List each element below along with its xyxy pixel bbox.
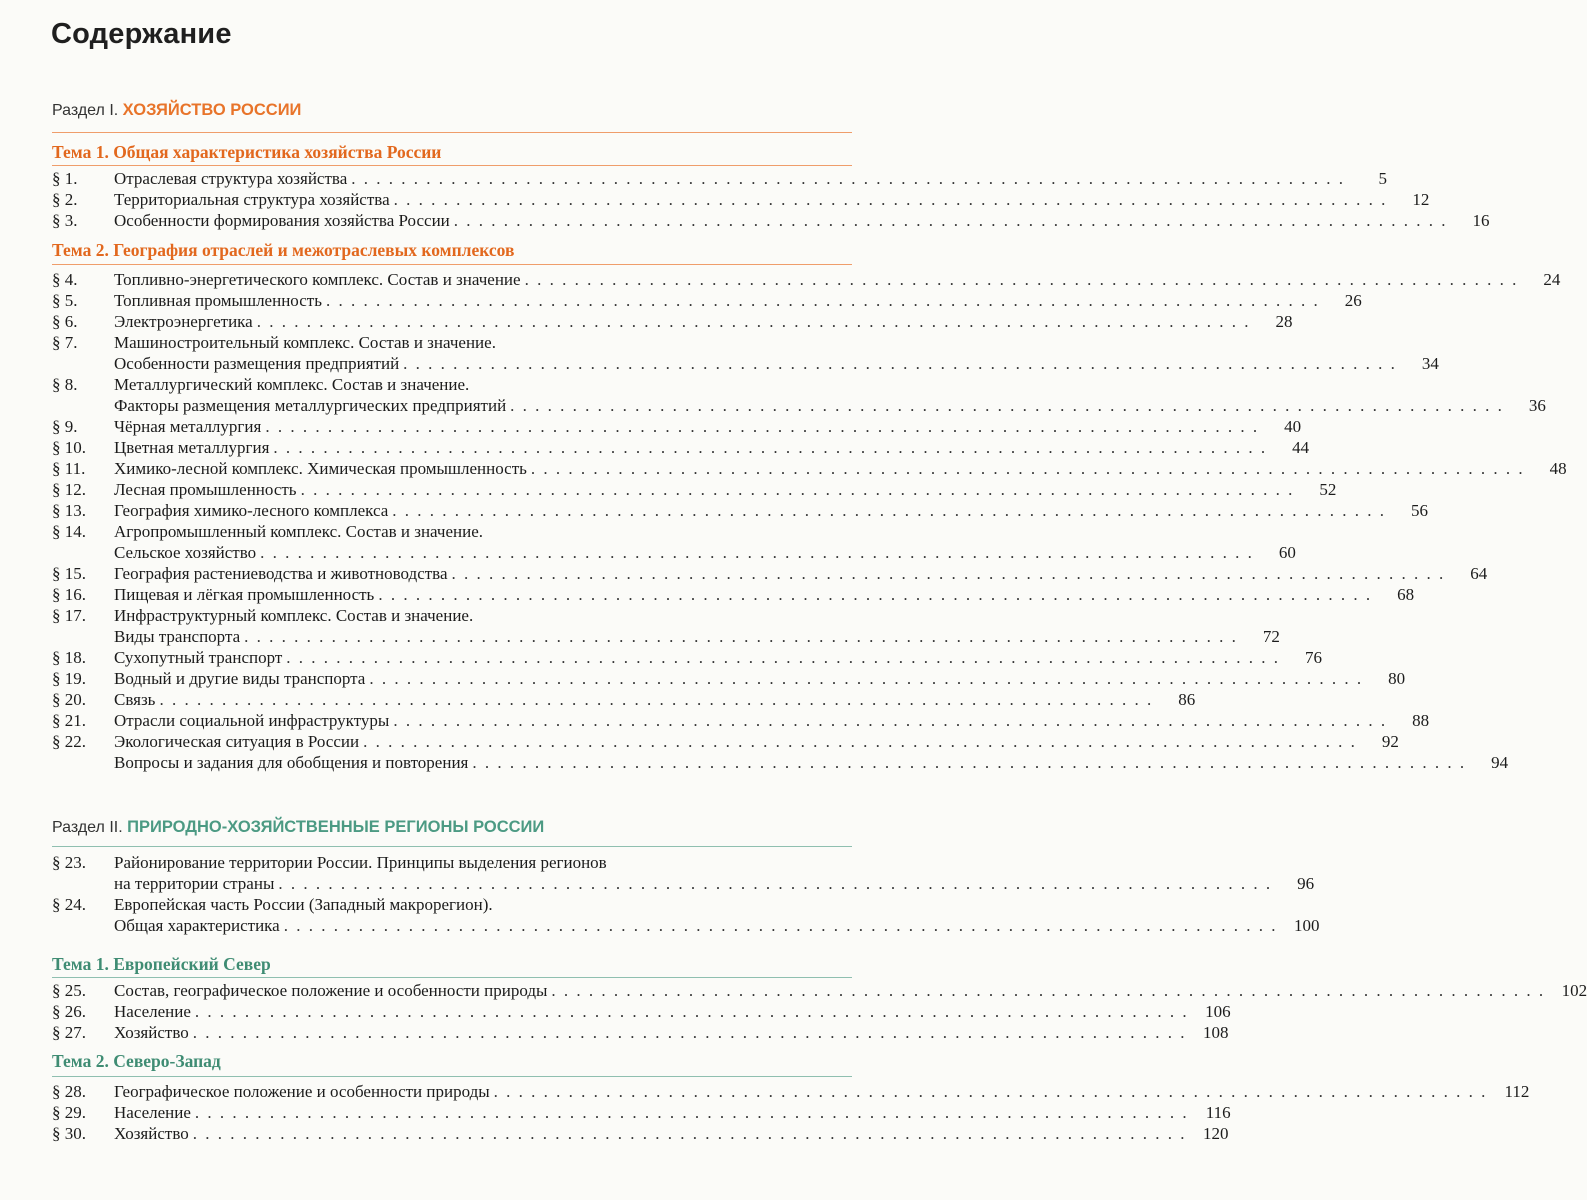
toc-entry[interactable] <box>52 458 1567 479</box>
dot-leader: . . . . . . . . . . . . . . . . . . . . . . . . . . . . . . . . . . . . . . . . . . . . . . . . . . . . . . . . . . . . . . . . . . . . . . . . . . . . . . . . <box>472 753 1467 772</box>
toc-entry[interactable] <box>52 416 1302 437</box>
paragraph-number: § 1. <box>52 169 78 188</box>
dot-leader: . . . . . . . . . . . . . . . . . . . . . . . . . . . . . . . . . . . . . . . . . . . . . . . . . . . . . . . . . . . . . . . . . . . . . . . . . . . . . . . . <box>283 916 1278 935</box>
entry-title: Хозяйство <box>114 1124 189 1143</box>
toc-entry[interactable] <box>52 374 1546 416</box>
entry-title: Территориальная структура хозяйства <box>114 190 390 209</box>
entry-title: Цветная металлургия <box>114 438 270 457</box>
page-number: 116 <box>1205 1103 1231 1122</box>
paragraph-number: § 22. <box>52 732 86 751</box>
page-number: 94 <box>1491 753 1509 772</box>
page-number: 68 <box>1397 585 1415 604</box>
dot-leader: . . . . . . . . . . . . . . . . . . . . . . . . . . . . . . . . . . . . . . . . . . . . . . . . . . . . . . . . . . . . . . . . . . . . . . . . . . . . . . . . <box>524 270 1519 289</box>
page-number: 60 <box>1278 543 1296 562</box>
dot-leader: . . . . . . . . . . . . . . . . . . . . . . . . . . . . . . . . . . . . . . . . . . . . . . . . . . . . . . . . . . . . . . . . . . . . . . . . . . . . . . . . <box>260 543 1254 562</box>
dot-leader: . . . . . . . . . . . . . . . . . . . . . . . . . . . . . . . . . . . . . . . . . . . . . . . . . . . . . . . . . . . . . . . . . . . . . . . . . . . . . . . . <box>300 480 1295 499</box>
entry-line <box>114 1081 1530 1102</box>
dot-leader: . . . . . . . . . . . . . . . . . . . . . . . . . . . . . . . . . . . . . . . . . . . . . . . . . . . . . . . . . . . . . . . . . . . . . . . . . . . . . . . . <box>493 1082 1488 1101</box>
toc-entry[interactable] <box>52 1123 1229 1144</box>
paragraph-number: § 15. <box>52 564 86 583</box>
entry-line <box>114 168 1388 189</box>
topic-title: Тема 2. География отраслей и межотраслевых комплексов <box>52 240 515 260</box>
toc-entry[interactable] <box>52 210 1490 231</box>
toc-entry[interactable] <box>52 563 1488 584</box>
entry-line <box>114 626 1280 647</box>
entry-line <box>114 395 1546 416</box>
page-number: 34 <box>1421 354 1439 373</box>
dot-leader: . . . . . . . . . . . . . . . . . . . . . . . . . . . . . . . . . . . . . . . . . . . . . . . . . . . . . . . . . . . . . . . . . . . . . . . . . . . . . . . . <box>256 312 1251 331</box>
dot-leader: . . . . . . . . . . . . . . . . . . . . . . . . . . . . . . . . . . . . . . . . . . . . . . . . . . . . . . . . . . . . . . . . . . . . . . . . . . . . . . . . <box>286 648 1281 667</box>
paragraph-number: § 14. <box>52 522 86 541</box>
entry-line <box>114 894 852 915</box>
dot-leader: . . . . . . . . . . . . . . . . . . . . . . . . . . . . . . . . . . . . . . . . . . . . . . . . . . . . . . . . . . . . . . . . . . . . . . . . . . . . . . . . <box>393 190 1388 209</box>
page-number: 108 <box>1202 1023 1229 1042</box>
entry-title: Районирование территории России. Принципы выделения регионов <box>114 853 607 872</box>
page-number: 12 <box>1412 190 1430 209</box>
page-number: 48 <box>1549 459 1567 478</box>
entry-title: Топливно-энергетического комплекс. Состав и значение <box>114 270 521 289</box>
dot-leader: . . . . . . . . . . . . . . . . . . . . . . . . . . . . . . . . . . . . . . . . . . . . . . . . . . . . . . . . . . . . . . . . . . . . . . . . . . . . . . . . <box>403 354 1397 373</box>
entry-title: Состав, географическое положение и особенности природы <box>114 981 548 1000</box>
entry-line <box>114 374 852 395</box>
toc-entry[interactable] <box>52 332 1439 374</box>
page-number: 16 <box>1472 211 1490 230</box>
paragraph-number: § 16. <box>52 585 86 604</box>
entry-title: Особенности размещения предприятий <box>114 354 400 373</box>
paragraph-number: § 24. <box>52 895 86 914</box>
page-number: 44 <box>1292 438 1310 457</box>
entry-line <box>114 668 1406 689</box>
page-number: 96 <box>1297 874 1315 893</box>
toc-entry[interactable] <box>52 437 1310 458</box>
entry-title: Агропромышленный комплекс. Состав и значение. <box>114 522 484 541</box>
entry-line <box>114 584 1415 605</box>
entry-title: Особенности формирования хозяйства России <box>114 211 450 230</box>
entry-line <box>114 210 1490 231</box>
dot-leader: . . . . . . . . . . . . . . . . . . . . . . . . . . . . . . . . . . . . . . . . . . . . . . . . . . . . . . . . . . . . . . . . . . . . . . . . . . . . . . . . <box>351 169 1346 188</box>
dot-leader: . . . . . . . . . . . . . . . . . . . . . . . . . . . . . . . . . . . . . . . . . . . . . . . . . . . . . . . . . . . . . . . . . . . . . . . . . . . . . . . . <box>530 459 1525 478</box>
page-number: 120 <box>1202 1124 1229 1143</box>
page-number: 28 <box>1275 312 1293 331</box>
divider <box>52 165 852 166</box>
paragraph-number: § 3. <box>52 211 78 230</box>
entry-line <box>114 1022 1229 1043</box>
page-number: 88 <box>1412 711 1430 730</box>
entry-title: Европейская часть России (Западный макрорегион). <box>114 895 493 914</box>
entry-title: Отрасли социальной инфраструктуры <box>114 711 390 730</box>
toc-entry[interactable] <box>52 189 1430 210</box>
entry-line <box>114 479 1337 500</box>
dot-leader: . . . . . . . . . . . . . . . . . . . . . . . . . . . . . . . . . . . . . . . . . . . . . . . . . . . . . . . . . . . . . . . . . . . . . . . . . . . . . . . . <box>194 1002 1189 1021</box>
page-number: 24 <box>1543 270 1561 289</box>
paragraph-number: § 19. <box>52 669 86 688</box>
entry-line <box>114 542 1296 563</box>
topic-title: Тема 2. Северо-Запад <box>52 1051 221 1071</box>
entry-line <box>114 710 1430 731</box>
page-number: 72 <box>1262 627 1280 646</box>
entry-title: на территории страны <box>114 874 275 893</box>
paragraph-number: § 6. <box>52 312 78 331</box>
entry-line <box>114 563 1488 584</box>
section-prefix: Раздел I. <box>52 102 119 119</box>
entry-title: Отраслевая структура хозяйства <box>114 169 348 188</box>
divider <box>52 1076 852 1077</box>
toc-entry[interactable] <box>52 605 1280 647</box>
paragraph-number: § 18. <box>52 648 86 667</box>
dot-leader: . . . . . . . . . . . . . . . . . . . . . . . . . . . . . . . . . . . . . . . . . . . . . . . . . . . . . . . . . . . . . . . . . . . . . . . . . . . . . . . . <box>192 1124 1187 1143</box>
page-number: 100 <box>1293 916 1320 935</box>
dot-leader: . . . . . . . . . . . . . . . . . . . . . . . . . . . . . . . . . . . . . . . . . . . . . . . . . . . . . . . . . . . . . . . . . . . . . . . . . . . . . . . . <box>453 211 1448 230</box>
entry-title: Сельское хозяйство <box>114 543 257 562</box>
entry-title: Чёрная металлургия <box>114 417 262 436</box>
entry-title: Металлургический комплекс. Состав и значение. <box>114 375 470 394</box>
entry-title: Машиностроительный комплекс. Состав и значение. <box>114 333 496 352</box>
entry-title: Связь <box>114 690 156 709</box>
entry-line <box>114 605 852 626</box>
dot-leader: . . . . . . . . . . . . . . . . . . . . . . . . . . . . . . . . . . . . . . . . . . . . . . . . . . . . . . . . . . . . . . . . . . . . . . . . . . . . . . . . <box>273 438 1268 457</box>
entry-title: Виды транспорта <box>114 627 241 646</box>
dot-leader: . . . . . . . . . . . . . . . . . . . . . . . . . . . . . . . . . . . . . . . . . . . . . . . . . . . . . . . . . . . . . . . . . . . . . . . . . . . . . . . . <box>369 669 1364 688</box>
paragraph-number: § 21. <box>52 711 86 730</box>
page-number: 52 <box>1319 480 1337 499</box>
entry-line <box>114 873 1315 894</box>
topic-title: Тема 1. Общая характеристика хозяйства России <box>52 142 442 162</box>
paragraph-number: § 17. <box>52 606 86 625</box>
entry-title: Инфраструктурный комплекс. Состав и значение. <box>114 606 474 625</box>
section-heading-1 <box>52 101 301 120</box>
divider <box>52 846 852 847</box>
toc-entry[interactable] <box>52 894 1320 936</box>
entry-title: Топливная промышленность <box>114 291 322 310</box>
page-number: 102 <box>1561 981 1587 1000</box>
entry-line <box>114 500 1429 521</box>
toc-entry[interactable] <box>52 168 1388 189</box>
dot-leader: . . . . . . . . . . . . . . . . . . . . . . . . . . . . . . . . . . . . . . . . . . . . . . . . . . . . . . . . . . . . . . . . . . . . . . . . . . . . . . . . <box>159 690 1154 709</box>
entry-line <box>114 458 1567 479</box>
entry-title: Население <box>114 1002 191 1021</box>
entry-line <box>114 752 1509 773</box>
page-number: 92 <box>1381 732 1399 751</box>
dot-leader: . . . . . . . . . . . . . . . . . . . . . . . . . . . . . . . . . . . . . . . . . . . . . . . . . . . . . . . . . . . . . . . . . . . . . . . . . . . . . . . . <box>363 732 1357 751</box>
paragraph-number: § 28. <box>52 1082 86 1101</box>
page-number: 112 <box>1504 1082 1530 1101</box>
dot-leader: . . . . . . . . . . . . . . . . . . . . . . . . . . . . . . . . . . . . . . . . . . . . . . . . . . . . . . . . . . . . . . . . . . . . . . . . . . . . . . . . <box>244 627 1238 646</box>
toc-entry[interactable] <box>52 269 1561 290</box>
divider <box>52 977 852 978</box>
entry-line <box>114 269 1561 290</box>
page-number: 86 <box>1178 690 1196 709</box>
paragraph-number: § 26. <box>52 1002 86 1021</box>
paragraph-number: § 27. <box>52 1023 86 1042</box>
dot-leader: . . . . . . . . . . . . . . . . . . . . . . . . . . . . . . . . . . . . . . . . . . . . . . . . . . . . . . . . . . . . . . . . . . . . . . . . . . . . . . . . <box>551 981 1546 1000</box>
page-number: 106 <box>1205 1002 1231 1021</box>
divider <box>52 132 852 133</box>
toc-entry[interactable] <box>52 710 1430 731</box>
toc-entry[interactable] <box>52 980 1587 1001</box>
entry-title: Географическое положение и особенности природы <box>114 1082 490 1101</box>
paragraph-number: § 25. <box>52 981 86 1000</box>
toc-entry[interactable] <box>52 1001 1231 1022</box>
toc-entry[interactable] <box>52 731 1399 752</box>
section-name: ХОЗЯЙСТВО РОССИИ <box>122 101 302 119</box>
dot-leader: . . . . . . . . . . . . . . . . . . . . . . . . . . . . . . . . . . . . . . . . . . . . . . . . . . . . . . . . . . . . . . . . . . . . . . . . . . . . . . . . <box>192 1023 1187 1042</box>
entry-title: Экологическая ситуация в России <box>114 732 360 751</box>
toc-entry[interactable] <box>52 1102 1231 1123</box>
paragraph-number: § 30. <box>52 1124 86 1143</box>
entry-line <box>114 1123 1229 1144</box>
entry-title: Сухопутный транспорт <box>114 648 283 667</box>
entry-title: Общая характеристика <box>114 916 280 935</box>
page-number: 36 <box>1528 396 1546 415</box>
entry-title: Факторы размещения металлургических предприятий <box>114 396 507 415</box>
paragraph-number: § 11. <box>52 459 86 478</box>
paragraph-number: § 8. <box>52 375 78 394</box>
paragraph-number: § 29. <box>52 1103 86 1122</box>
entry-title: Хозяйство <box>114 1023 189 1042</box>
toc-entry[interactable] <box>52 752 1509 773</box>
page-number: 56 <box>1411 501 1429 520</box>
entry-line <box>114 416 1302 437</box>
dot-leader: . . . . . . . . . . . . . . . . . . . . . . . . . . . . . . . . . . . . . . . . . . . . . . . . . . . . . . . . . . . . . . . . . . . . . . . . . . . . . . . . <box>393 711 1388 730</box>
paragraph-number: § 5. <box>52 291 78 310</box>
paragraph-number: § 23. <box>52 853 86 872</box>
toc-entry[interactable] <box>52 521 1296 563</box>
toc-entry[interactable] <box>52 1022 1229 1043</box>
entry-line <box>114 731 1399 752</box>
dot-leader: . . . . . . . . . . . . . . . . . . . . . . . . . . . . . . . . . . . . . . . . . . . . . . . . . . . . . . . . . . . . . . . . . . . . . . . . . . . . . . . . <box>325 291 1320 310</box>
page-number: 5 <box>1378 169 1388 188</box>
page-number: 26 <box>1344 291 1362 310</box>
dot-leader: . . . . . . . . . . . . . . . . . . . . . . . . . . . . . . . . . . . . . . . . . . . . . . . . . . . . . . . . . . . . . . . . . . . . . . . . . . . . . . . . <box>278 874 1273 893</box>
page-number: 80 <box>1388 669 1406 688</box>
paragraph-number: § 20. <box>52 690 86 709</box>
entry-title: География химико-лесного комплекса <box>114 501 389 520</box>
entry-line <box>114 852 852 873</box>
toc-entry[interactable] <box>52 668 1406 689</box>
paragraph-number: § 7. <box>52 333 78 352</box>
entry-line <box>114 311 1293 332</box>
page-number: 76 <box>1305 648 1323 667</box>
entry-title: Водный и другие виды транспорта <box>114 669 366 688</box>
dot-leader: . . . . . . . . . . . . . . . . . . . . . . . . . . . . . . . . . . . . . . . . . . . . . . . . . . . . . . . . . . . . . . . . . . . . . . . . . . . . . . . . <box>378 585 1373 604</box>
paragraph-number: § 4. <box>52 270 78 289</box>
entry-title: Вопросы и задания для обобщения и повторения <box>114 753 469 772</box>
divider <box>52 264 852 265</box>
entry-title: Лесная промышленность <box>114 480 297 499</box>
toc-entry[interactable] <box>52 500 1429 521</box>
page-title: Содержание <box>51 18 232 50</box>
toc-entry[interactable] <box>52 852 1315 894</box>
toc-entry[interactable] <box>52 689 1196 710</box>
dot-leader: . . . . . . . . . . . . . . . . . . . . . . . . . . . . . . . . . . . . . . . . . . . . . . . . . . . . . . . . . . . . . . . . . . . . . . . . . . . . . . . . <box>265 417 1260 436</box>
entry-title: Пищевая и лёгкая промышленность <box>114 585 375 604</box>
paragraph-number: § 10. <box>52 438 86 457</box>
entry-line <box>114 980 1587 1001</box>
toc-entry[interactable] <box>52 479 1337 500</box>
entry-title: Химико-лесной комплекс. Химическая промышленность <box>114 459 527 478</box>
section-name: ПРИРОДНО-ХОЗЯЙСТВЕННЫЕ РЕГИОНЫ РОССИИ <box>127 818 545 836</box>
section-heading-2 <box>52 818 544 837</box>
entry-line <box>114 647 1323 668</box>
entry-line <box>114 915 1320 936</box>
entry-line <box>114 290 1362 311</box>
toc-entry[interactable] <box>52 647 1323 668</box>
entry-title: Население <box>114 1103 191 1122</box>
section-prefix: Раздел II. <box>52 819 123 836</box>
dot-leader: . . . . . . . . . . . . . . . . . . . . . . . . . . . . . . . . . . . . . . . . . . . . . . . . . . . . . . . . . . . . . . . . . . . . . . . . . . . . . . . . <box>194 1103 1189 1122</box>
toc-entry[interactable] <box>52 311 1293 332</box>
toc-entry[interactable] <box>52 1081 1530 1102</box>
entry-line <box>114 353 1439 374</box>
entry-line <box>114 332 852 353</box>
paragraph-number: § 9. <box>52 417 78 436</box>
toc-entry[interactable] <box>52 290 1362 311</box>
paragraph-number: § 13. <box>52 501 86 520</box>
topic-title: Тема 1. Европейский Север <box>52 954 271 974</box>
entry-line <box>114 689 1196 710</box>
toc-entry[interactable] <box>52 584 1415 605</box>
dot-leader: . . . . . . . . . . . . . . . . . . . . . . . . . . . . . . . . . . . . . . . . . . . . . . . . . . . . . . . . . . . . . . . . . . . . . . . . . . . . . . . . <box>451 564 1446 583</box>
page-number: 40 <box>1284 417 1302 436</box>
paragraph-number: § 12. <box>52 480 86 499</box>
entry-line <box>114 1001 1231 1022</box>
dot-leader: . . . . . . . . . . . . . . . . . . . . . . . . . . . . . . . . . . . . . . . . . . . . . . . . . . . . . . . . . . . . . . . . . . . . . . . . . . . . . . . . <box>510 396 1504 415</box>
dot-leader: . . . . . . . . . . . . . . . . . . . . . . . . . . . . . . . . . . . . . . . . . . . . . . . . . . . . . . . . . . . . . . . . . . . . . . . . . . . . . . . . <box>392 501 1387 520</box>
entry-line <box>114 437 1310 458</box>
entry-line <box>114 521 852 542</box>
paragraph-number: § 2. <box>52 190 78 209</box>
page-number: 64 <box>1470 564 1488 583</box>
entry-line <box>114 1102 1231 1123</box>
entry-line <box>114 189 1430 210</box>
entry-title: Электроэнергетика <box>114 312 253 331</box>
entry-title: География растениеводства и животноводства <box>114 564 448 583</box>
